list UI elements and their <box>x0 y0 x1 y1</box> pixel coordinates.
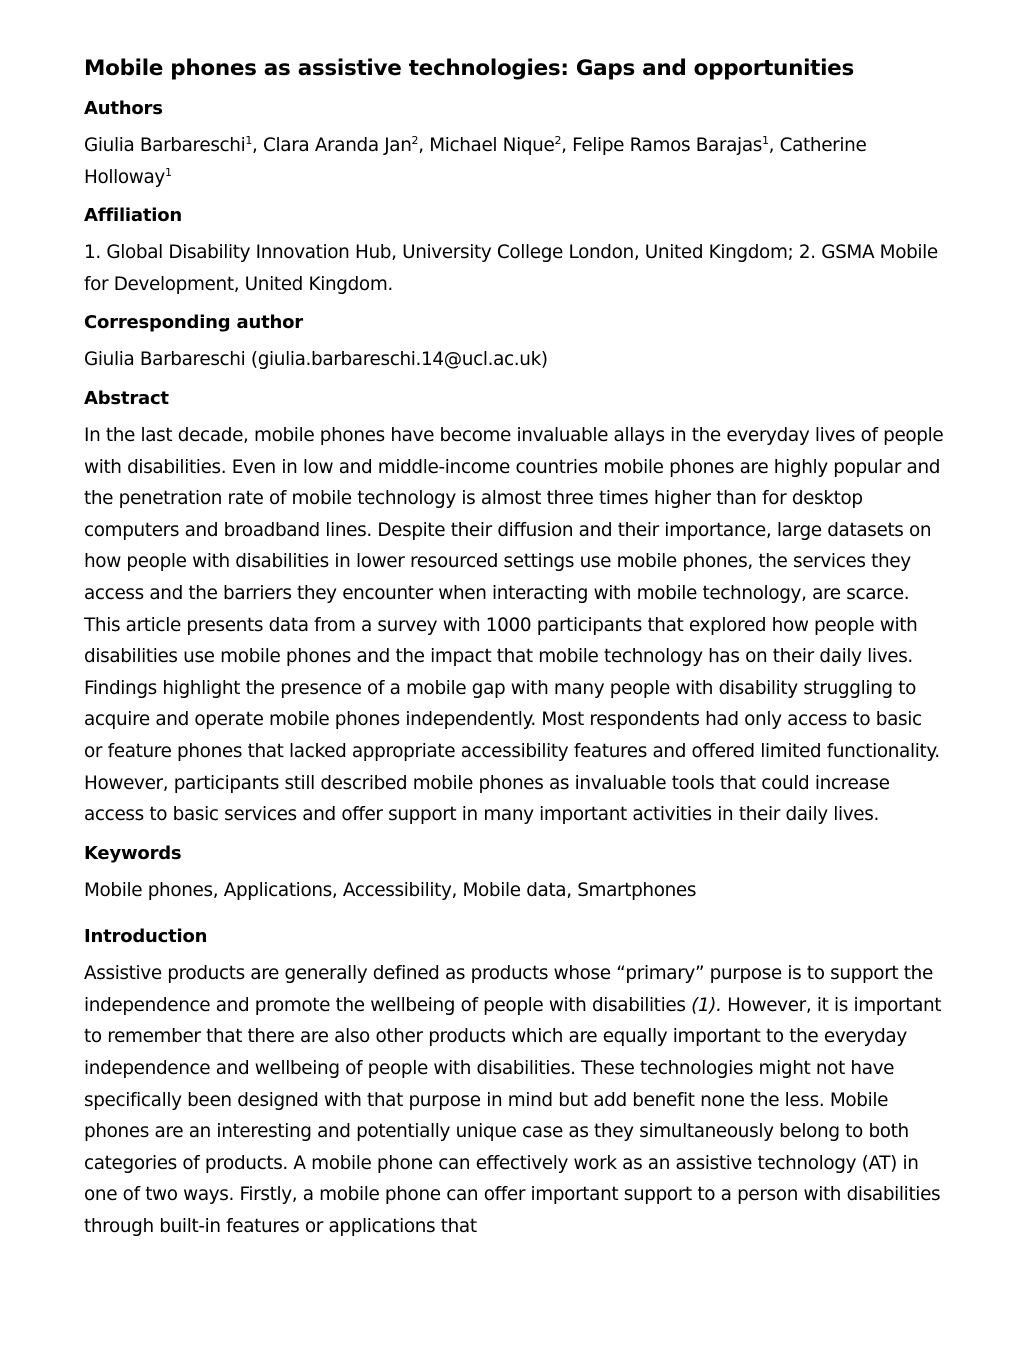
paper-page <box>84 50 944 1251</box>
keywords-text: Mobile phones, Applications, Accessibility, Mobile data, Smartphones <box>84 879 697 901</box>
introduction-text-part: However, it is important to remember that there are also other products which are equally important to the everyday independence and wellbeing of people with disabilities. These technologies might not have specifically been designed with that purpose in mind but add benefit none the less. Mobile phones are an interesting and potentially unique case as they simultaneously belong to both categories of products. A mobile phone can effectively work as an assistive technology (AT) in one of two ways. Firstly, a mobile phone can offer important support to a person with disabilities through built-in features or applications that <box>84 994 942 1238</box>
author-name: Felipe Ramos Barajas <box>572 135 762 156</box>
paper-title: Mobile phones as assistive technologies: Gaps and opportunities <box>84 56 854 81</box>
author-affiliation-marker: 2 <box>411 133 419 147</box>
introduction-text <box>84 958 944 1242</box>
introduction-heading: Introduction <box>84 926 208 948</box>
author-separator: , <box>768 135 780 156</box>
citation-reference: (1). <box>691 994 722 1016</box>
author-name: Catherine Holloway <box>84 135 867 188</box>
keywords-heading: Keywords <box>84 842 182 864</box>
corresponding-author-heading: Corresponding author <box>84 312 303 334</box>
abstract-heading: Abstract <box>84 387 169 409</box>
author-separator: , <box>252 135 264 156</box>
affiliation-heading: Affiliation <box>84 205 183 227</box>
author-affiliation-marker: 1 <box>245 133 253 147</box>
author-list <box>84 130 944 193</box>
author-name: Giulia Barbareschi <box>84 135 246 156</box>
author-name: Clara Aranda Jan <box>263 135 412 156</box>
author-affiliation-marker: 1 <box>761 133 769 147</box>
author-affiliation-marker: 1 <box>164 165 172 179</box>
author-affiliation-marker: 2 <box>554 133 562 147</box>
introduction-text-part: Assistive products are generally defined as products whose “primary” purpose is to support the independence and promote the wellbeing of people with disabilities <box>84 963 933 1016</box>
abstract-text: In the last decade, mobile phones have become invaluable allays in the everyday lives of people with disabilities. Even in low and middle-income countries mobile phones are highly popular and the penetration rate of mobile technology is almost three times higher than for desktop computers and broadband lines. Despite their diffusion and their importance, large datasets on how people with disabilities in lower resourced settings use mobile phones, the services they access and the barriers they encounter when interacting with mobile technology, are scarce. This article presents data from a survey with 1000 participants that explored how people with disabilities use mobile phones and the impact that mobile technology has on their daily lives. Findings highlight the presence of a mobile gap with many people with disability struggling to acquire and operate mobile phones independently. Most respondents had only access to basic or feature phones that lacked appropriate accessibility features and offered limited functionality. However, participants still described mobile phones as invaluable tools that could increase access to basic services and offer support in many important activities in their daily lives. <box>84 424 944 826</box>
author-name: Michael Nique <box>429 135 555 156</box>
affiliation-text: 1. Global Disability Innovation Hub, University College London, United Kingdom; 2. GSMA Mobile for Development, United Kingdom. <box>84 242 938 295</box>
author-separator: , <box>418 135 430 156</box>
corresponding-author-text: Giulia Barbareschi (giulia.barbareschi.14@ucl.ac.uk) <box>84 349 548 371</box>
author-separator: , <box>561 135 573 156</box>
authors-heading: Authors <box>84 98 163 119</box>
